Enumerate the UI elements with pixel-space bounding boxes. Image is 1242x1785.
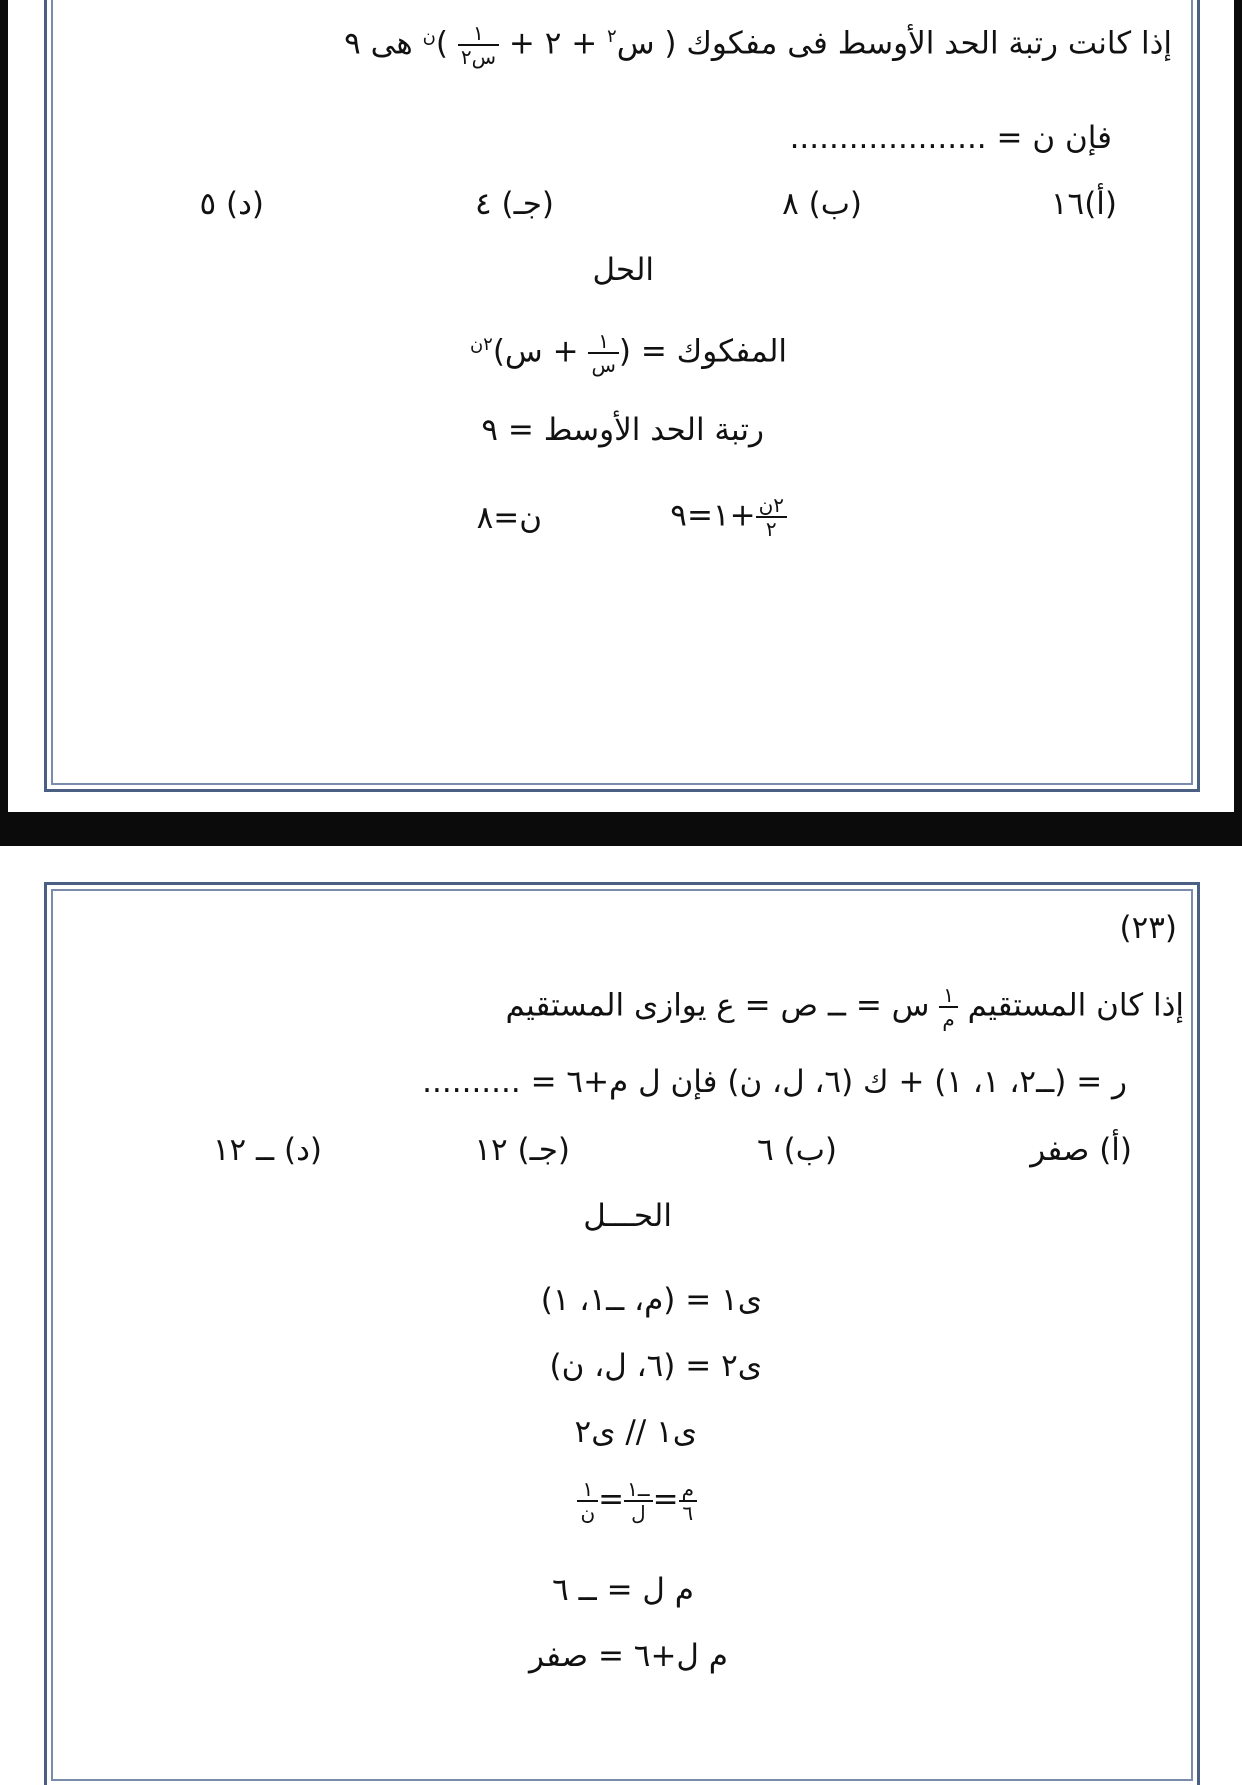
question-card-top xyxy=(44,0,1200,792)
solution-step: $\frac{\text{م}}{٦}$ = $\frac{\text{ــ١}}{\text{ل}}$ = $\frac{١}{\text{ن}}$ xyxy=(577,1478,697,1524)
question-blank-line: فإن ن = .................... xyxy=(789,120,1112,156)
solution-title: الحل xyxy=(592,252,654,288)
choice-c[interactable]: (جـ) ١٢ xyxy=(474,1132,570,1168)
solution-step: ى١ = (م، ــ١، ١) xyxy=(540,1282,762,1318)
choice-b[interactable]: (ب) ٦ xyxy=(757,1132,837,1168)
solution-step: ى١ // ى٢ xyxy=(574,1414,697,1450)
page-divider xyxy=(0,812,1242,846)
solution-result: ن=٨ xyxy=(476,500,542,536)
solution-middle-term: رتبة الحد الأوسط = ٩ xyxy=(481,412,764,448)
choice-a[interactable]: (أ)١٦ xyxy=(1050,186,1117,222)
choice-a[interactable]: (أ) صفر xyxy=(1030,1132,1132,1168)
screen-edge-right xyxy=(1234,0,1242,812)
question-text: إذا كانت رتبة الحد الأوسط فى مفكوك ( س$^٢$ + ٢ + $\frac{١}{\text{س٢}}$ )$^ن$ هى ٩ xyxy=(344,21,1172,69)
solution-step: ى٢ = (٦، ل، ن) xyxy=(549,1348,762,1384)
question-line-vector: ر = (ــ٢، ١، ١) + ك (٦، ل، ن) فإن ل م+٦ = .......... xyxy=(422,1064,1127,1100)
choice-c[interactable]: (جـ) ٤ xyxy=(475,186,554,222)
question-text: إذا كان المستقيم $\frac{١}{\text{م}}$ س = ــ ص = ع يوازى المستقيم xyxy=(505,983,1184,1031)
solution-expansion: المفكوك = ( $\frac{١}{\text{س}}$ + س)$^{٢ن}$ xyxy=(469,329,787,377)
solution-step: م ل+٦ = صفر xyxy=(529,1638,728,1674)
choice-b[interactable]: (ب) ٨ xyxy=(782,186,862,222)
question-number: (٢٣) xyxy=(1119,910,1177,946)
choice-d[interactable]: (د) ــ ١٢ xyxy=(212,1132,322,1168)
solution-equation: $\frac{\text{٢ن}}{٢}$ +١=٩ xyxy=(670,494,787,540)
solution-title: الحـــل xyxy=(583,1198,672,1234)
choice-d[interactable]: (د) ٥ xyxy=(199,186,264,222)
solution-step: م ل = ــ ٦ xyxy=(552,1572,694,1608)
screen-edge-left xyxy=(0,0,8,812)
